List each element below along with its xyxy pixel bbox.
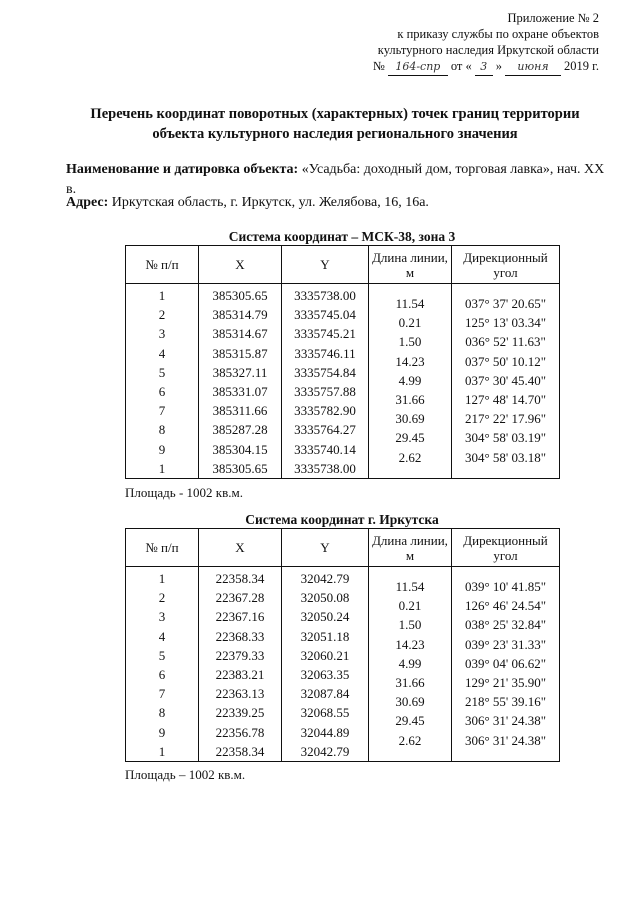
direction-angle-column: [452, 567, 560, 762]
point-number: 7: [158, 403, 166, 419]
day-close: »: [495, 59, 503, 73]
table-header-row: [126, 529, 560, 567]
angle-value: 037° 37' 20.65": [464, 296, 547, 311]
point-number-column: [126, 284, 199, 479]
angle-value: 304° 58' 03.19": [464, 430, 547, 446]
address-label: Адрес:: [66, 195, 109, 210]
header-length: Длина линии, м: [369, 529, 452, 567]
header-num: № п/п: [126, 529, 199, 567]
table-body-row: [126, 567, 560, 762]
point-number-column: [126, 567, 199, 762]
angle-value: 039° 04' 06.62": [464, 655, 547, 671]
angle-value: 039° 10' 41.85": [464, 579, 547, 594]
length-value: 1.50: [398, 334, 422, 350]
angle-value: 217° 22' 17.96": [464, 411, 547, 427]
table-2-title: Система координат г. Иркутска: [245, 512, 439, 527]
header-angle: Дирекционный угол: [452, 246, 560, 284]
length-value: 30.69: [395, 694, 425, 710]
y-value: 3335764.27: [294, 422, 356, 438]
y-value: 3335757.88: [294, 383, 356, 399]
length-value: 29.45: [395, 430, 425, 446]
year-suffix: 2019 г.: [564, 59, 599, 73]
length-value: 14.23: [395, 636, 425, 652]
y-value: 32087.84: [300, 686, 350, 702]
header-angle: Дирекционный угол: [452, 529, 560, 567]
point-number: 2: [158, 590, 166, 606]
point-number: 6: [158, 383, 166, 399]
y-value: 32063.35: [300, 666, 350, 682]
order-number-line: [299, 58, 599, 76]
y-value: 3335754.84: [294, 364, 356, 380]
line-length-column: [369, 567, 452, 762]
x-value: 22356.78: [215, 724, 265, 740]
x-value: 385331.07: [212, 383, 268, 399]
x-value: 22383.21: [215, 666, 265, 682]
table-body-row: [126, 284, 560, 479]
header-x: X: [199, 246, 282, 284]
point-number: 8: [158, 705, 166, 721]
angle-value: 129° 21' 35.90": [464, 674, 547, 690]
point-number: 4: [158, 628, 166, 644]
y-value: 32051.18: [300, 628, 350, 644]
y-value: 3335740.14: [294, 441, 356, 457]
y-value: 3335745.21: [294, 326, 356, 342]
length-value: 30.69: [395, 411, 425, 427]
point-number: 6: [158, 666, 166, 682]
number-prefix: №: [372, 59, 385, 73]
title-line-2: объекта культурного наследия регионального значения: [152, 126, 518, 142]
point-number: 1: [158, 743, 166, 759]
length-value: 14.23: [395, 353, 425, 369]
point-number: 1: [158, 460, 166, 476]
length-value: 11.54: [395, 579, 425, 594]
title-line-1: Перечень координат поворотных (характерных) точек границ территории: [90, 106, 580, 122]
length-value: 2.62: [398, 449, 422, 465]
y-value: 32044.89: [300, 724, 350, 740]
angle-value: 039° 23' 31.33": [464, 636, 547, 652]
y-value: 32060.21: [300, 647, 350, 663]
x-value: 385287.28: [212, 422, 268, 438]
x-value: 22363.13: [215, 686, 265, 702]
x-value: 385311.66: [212, 403, 268, 419]
header-y: Y: [282, 529, 369, 567]
angle-value: 126° 46' 24.54": [464, 598, 547, 614]
handwritten-order-number: 164-спр: [388, 59, 448, 76]
table-1-title: Система координат – МСК-38, зона 3: [228, 229, 456, 244]
address-value: Иркутская область, г. Иркутск, ул. Желябова, 16, 16а.: [108, 195, 429, 210]
angle-value: 306° 31' 24.38": [464, 713, 547, 729]
line-length-column: [369, 284, 452, 479]
order-line-1: к приказу службы по охране объектов: [397, 27, 599, 41]
x-value: 385314.67: [212, 326, 268, 342]
y-coordinate-column: [282, 284, 369, 479]
length-value: 4.99: [398, 372, 422, 388]
x-value: 22367.28: [215, 590, 265, 606]
x-value: 22358.34: [215, 743, 265, 759]
angle-value: 038° 25' 32.84": [464, 617, 547, 633]
y-value: 3335746.11: [294, 345, 356, 361]
y-value: 32050.24: [300, 609, 350, 625]
object-name-value: «Усадьба: доходный дом, торговая лавка», нач. XX в.: [66, 162, 605, 197]
angle-value: 125° 13' 03.34": [464, 315, 547, 331]
point-number: 4: [158, 345, 166, 361]
angle-value: 306° 31' 24.38": [464, 732, 547, 748]
y-value: 32042.79: [300, 743, 350, 759]
length-value: 29.45: [395, 713, 425, 729]
header-length: Длина линии, м: [369, 246, 452, 284]
y-value: 32042.79: [300, 571, 350, 586]
length-value: 0.21: [398, 598, 422, 614]
appendix-header: [299, 10, 599, 76]
y-value: 3335738.00: [294, 460, 356, 476]
x-value: 22367.16: [215, 609, 265, 625]
area-note-2: Площадь – 1002 кв.м.: [125, 767, 246, 782]
x-value: 385315.87: [212, 345, 268, 361]
header-y: Y: [282, 246, 369, 284]
coordinates-table-irkutsk: [125, 528, 560, 762]
direction-angle-column: [452, 284, 560, 479]
length-value: 31.66: [395, 391, 425, 407]
area-note-1: Площадь - 1002 кв.м.: [125, 485, 243, 500]
appendix-title: Приложение № 2: [507, 11, 599, 25]
x-value: 22358.34: [215, 571, 265, 586]
x-value: 385327.11: [212, 364, 268, 380]
point-number: 3: [158, 609, 166, 625]
point-number: 9: [158, 441, 166, 457]
point-number: 7: [158, 686, 166, 702]
object-address: [66, 193, 611, 213]
angle-value: 037° 30' 45.40": [464, 372, 547, 388]
x-value: 22339.25: [215, 705, 265, 721]
point-number: 1: [158, 288, 166, 303]
x-value: 385305.65: [212, 460, 268, 476]
point-number: 3: [158, 326, 166, 342]
angle-value: 304° 58' 03.18": [464, 449, 547, 465]
table-header-row: [126, 246, 560, 284]
angle-value: 036° 52' 11.63": [465, 334, 546, 350]
x-value: 385304.15: [212, 441, 268, 457]
y-coordinate-column: [282, 567, 369, 762]
object-name-label: Наименование и датировка объекта:: [66, 162, 299, 177]
length-value: 11.54: [395, 296, 425, 311]
x-value: 22368.33: [215, 628, 265, 644]
length-value: 31.66: [395, 674, 425, 690]
length-value: 0.21: [398, 315, 422, 331]
y-value: 3335738.00: [294, 288, 356, 303]
handwritten-day: 3: [475, 59, 493, 76]
header-num: № п/п: [126, 246, 199, 284]
point-number: 5: [158, 647, 166, 663]
point-number: 2: [158, 307, 166, 323]
angle-value: 218° 55' 39.16": [464, 694, 547, 710]
length-value: 1.50: [398, 617, 422, 633]
y-value: 3335745.04: [294, 307, 356, 323]
header-x: X: [199, 529, 282, 567]
angle-value: 037° 50' 10.12": [464, 353, 547, 369]
y-value: 32050.08: [300, 590, 350, 606]
point-number: 1: [158, 571, 166, 586]
document-title: [40, 104, 630, 144]
x-value: 385314.79: [212, 307, 268, 323]
handwritten-month: июня: [505, 59, 561, 76]
x-coordinate-column: [199, 284, 282, 479]
angle-value: 127° 48' 14.70": [464, 391, 547, 407]
length-value: 2.62: [398, 732, 422, 748]
coordinates-table-msk38: [125, 245, 560, 479]
x-value: 385305.65: [212, 288, 268, 303]
x-value: 22379.33: [215, 647, 265, 663]
x-coordinate-column: [199, 567, 282, 762]
point-number: 9: [158, 724, 166, 740]
point-number: 8: [158, 422, 166, 438]
point-number: 5: [158, 364, 166, 380]
from-prefix: от «: [450, 59, 472, 73]
length-value: 4.99: [398, 655, 422, 671]
y-value: 3335782.90: [294, 403, 356, 419]
order-line-2: культурного наследия Иркутской области: [377, 43, 599, 57]
y-value: 32068.55: [300, 705, 350, 721]
